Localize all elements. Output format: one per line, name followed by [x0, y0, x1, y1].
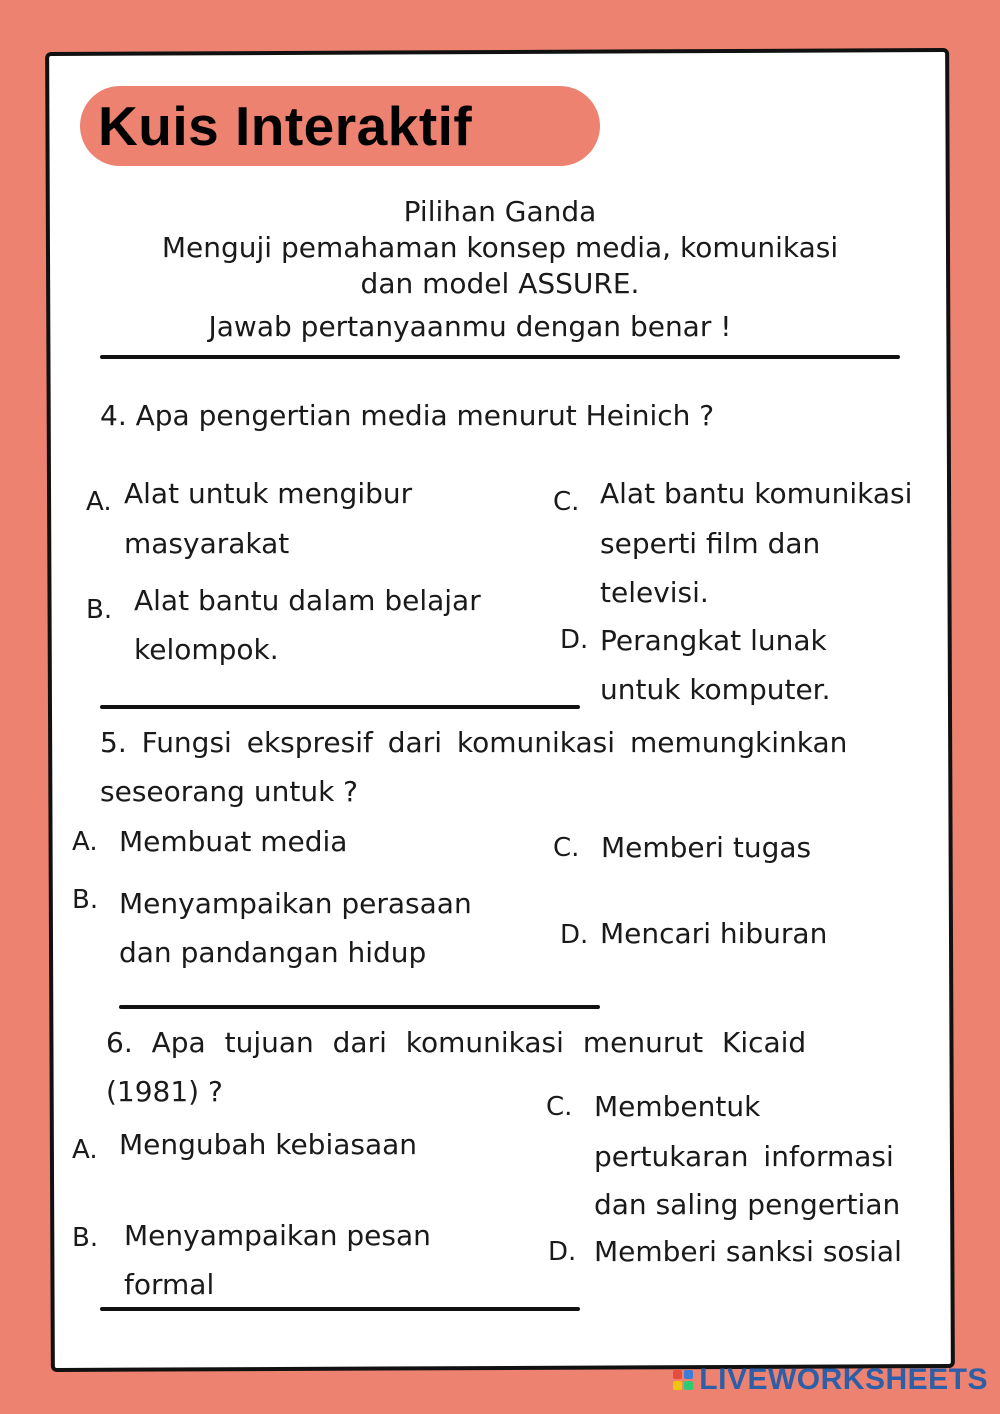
- q6-option-d-letter: D.: [548, 1237, 577, 1267]
- question-5-text-line-2: seseorang untuk ?: [100, 775, 359, 808]
- q4-option-b-letter: B.: [86, 595, 113, 625]
- question-6-text: 6. Apa tujuan dari komunikasi menurut Kicaid: [106, 1026, 807, 1059]
- q6-option-b-letter: B.: [72, 1223, 99, 1253]
- q4-option-b-line-2[interactable]: kelompok.: [134, 633, 279, 666]
- q6-option-d[interactable]: Memberi sanksi sosial: [594, 1235, 902, 1268]
- answer-line: [100, 1307, 580, 1311]
- q4-option-d-letter: D.: [560, 625, 589, 655]
- q6-option-c-line-2[interactable]: pertukaran informasi: [594, 1140, 894, 1173]
- intro-line-3: dan model ASSURE.: [360, 267, 640, 300]
- q5-option-b-line-2[interactable]: dan pandangan hidup: [119, 936, 427, 969]
- q6-option-c[interactable]: Membentuk: [594, 1090, 761, 1123]
- q5-option-c[interactable]: Memberi tugas: [601, 831, 812, 864]
- intro-line-1: Pilihan Ganda: [403, 195, 597, 228]
- q5-option-c-letter: C.: [553, 833, 580, 863]
- q4-option-c-line-3[interactable]: televisi.: [600, 576, 709, 609]
- liveworksheets-brand: [673, 1360, 988, 1400]
- answer-line: [119, 1005, 600, 1009]
- q6-option-c-letter: C.: [546, 1092, 573, 1122]
- liveworksheets-logo-icon: [673, 1370, 693, 1390]
- q5-option-b-letter: B.: [72, 885, 99, 915]
- q4-option-c-letter: C.: [553, 487, 580, 517]
- q4-option-c-line-2[interactable]: seperti film dan: [600, 527, 821, 560]
- q6-option-b-line-2[interactable]: formal: [124, 1268, 215, 1301]
- page-title: Kuis Interaktif: [98, 95, 473, 157]
- q6-option-b[interactable]: Menyampaikan pesan: [124, 1219, 431, 1252]
- q5-option-a-letter: A.: [72, 827, 98, 857]
- question-6-text-line-2: (1981) ?: [106, 1075, 223, 1108]
- intro-instruction: Jawab pertanyaanmu dengan benar !: [208, 310, 732, 343]
- q4-option-a[interactable]: Alat untuk mengibur: [124, 477, 413, 510]
- q6-option-a-letter: A.: [72, 1135, 98, 1165]
- divider: [100, 355, 900, 359]
- intro-line-2: Menguji pemahaman konsep media, komunikasi: [161, 231, 839, 264]
- q5-option-b[interactable]: Menyampaikan perasaan: [119, 887, 472, 920]
- q6-option-a[interactable]: Mengubah kebiasaan: [119, 1128, 418, 1161]
- q4-option-c[interactable]: Alat bantu komunikasi: [600, 477, 913, 510]
- liveworksheets-wordmark: LIVEWORKSHEETS: [699, 1363, 988, 1396]
- q5-option-a[interactable]: Membuat media: [119, 825, 348, 858]
- q4-option-a-letter: A.: [86, 487, 112, 517]
- q4-option-d[interactable]: Perangkat lunak: [600, 624, 827, 657]
- question-4-text: 4. Apa pengertian media menurut Heinich ?: [100, 399, 715, 432]
- q5-option-d[interactable]: Mencari hiburan: [600, 917, 828, 950]
- question-5-text: 5. Fungsi ekspresif dari komunikasi memungkinkan: [100, 726, 848, 759]
- q4-option-b[interactable]: Alat bantu dalam belajar: [134, 584, 481, 617]
- q6-option-c-line-3[interactable]: dan saling pengertian: [594, 1188, 901, 1221]
- q4-option-d-line-2[interactable]: untuk komputer.: [600, 673, 831, 706]
- q4-option-a-line-2[interactable]: masyarakat: [124, 527, 290, 560]
- answer-line: [100, 705, 580, 709]
- q5-option-d-letter: D.: [560, 920, 589, 950]
